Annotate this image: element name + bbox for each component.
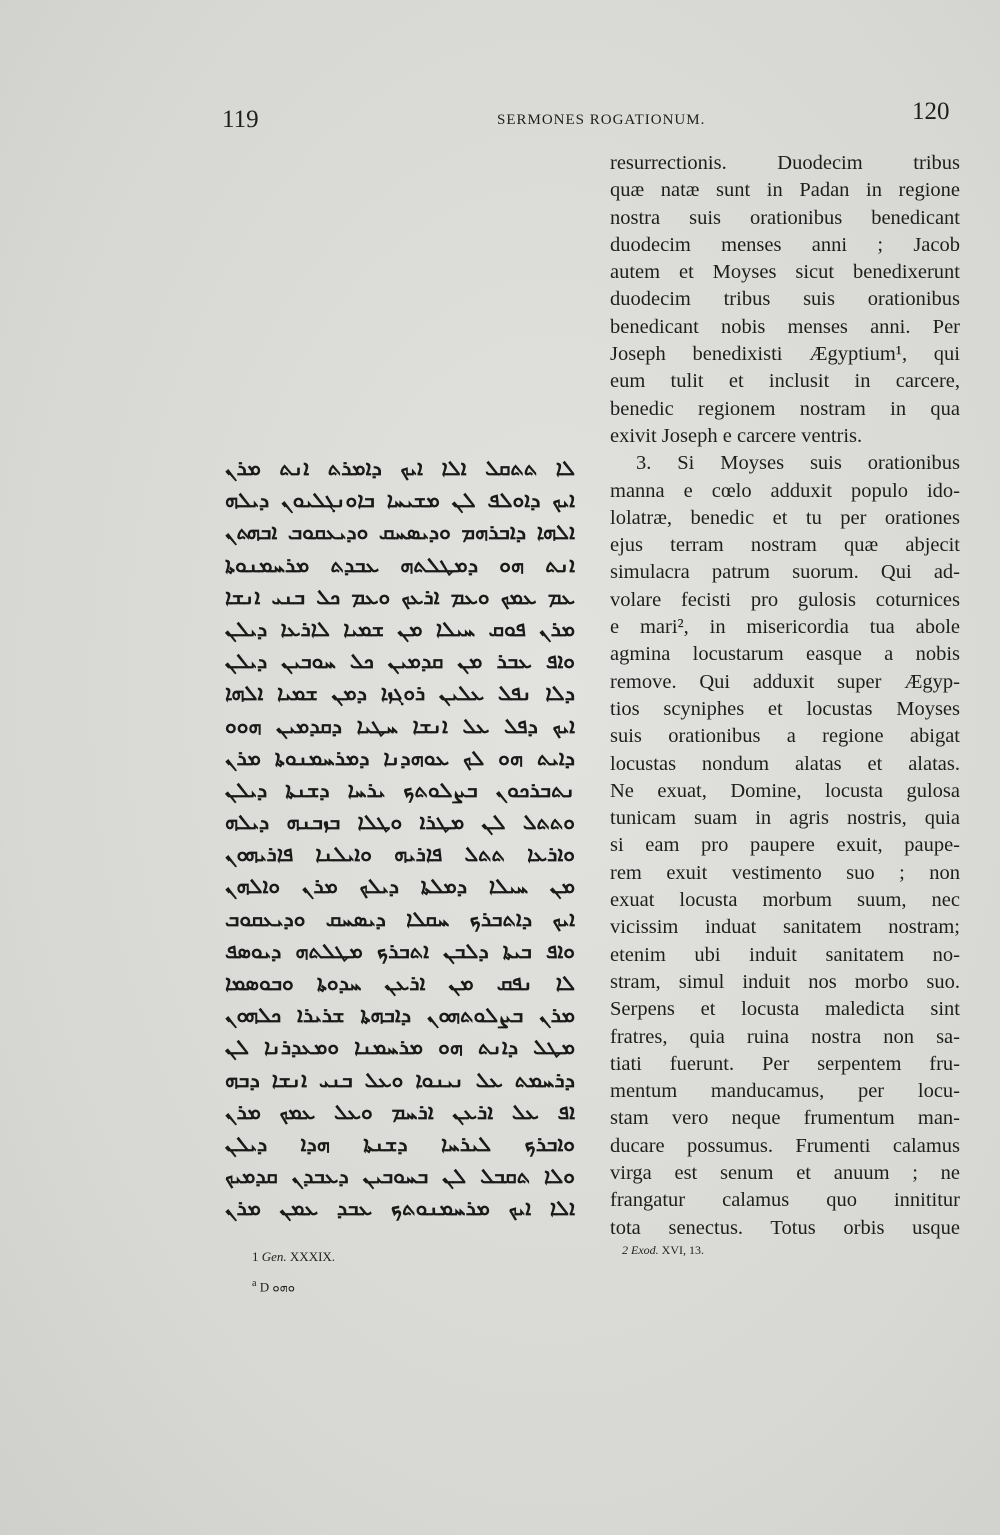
latin-text-column — [610, 150, 960, 1242]
footnotes-left — [252, 1243, 335, 1300]
latin-line: suis orationibus a regione abigat — [610, 725, 960, 748]
latin-line: exivit Joseph e carcere ventris. — [610, 424, 863, 447]
latin-line: e mari², in misericordia tua abole — [610, 616, 960, 639]
footnote-2-number: 2 — [622, 1243, 628, 1257]
footnote-a-text: D ܘܗܘ — [259, 1279, 295, 1295]
latin-line: etenim ubi induit sanitatem no- — [610, 943, 960, 966]
latin-line: ejus terram nostram quæ abjecit — [610, 534, 960, 557]
syriac-line: ܡܪܢ ܒܨܠܘܬܗܘܢ ܕܐܒܗܬܐ ܫܪܝܪܐ ܟܠܗܘܢ — [225, 1003, 575, 1028]
latin-line: Serpens et locusta maledicta sint — [610, 998, 960, 1021]
syriac-line: ܠܐ ܢܦܩ ܡܢ ܐܪܥܢ ܚܕܘܬܐ ܘܒܘܣܡܐ — [225, 971, 575, 995]
latin-line: fratres, quia ruina nostra non sa- — [610, 1025, 960, 1048]
latin-line: eum tulit et inclusit in carcere, — [610, 370, 960, 393]
latin-line: nostra suis orationibus benedicant — [610, 206, 960, 229]
syriac-line: ܘܬܬܠ ܠܢ ܡܛܪܐ ܘܛܠܐ ܒܙܒܢܗ ܕܝܠܗ — [225, 810, 575, 835]
syriac-line: ܘܐܦ ܒܝܬܐ ܕܠܒܢ ܐܬܒܪܟ ܡܛܠܬܗ ܕܝܘܣܦ — [225, 938, 575, 963]
latin-line: tiati fuerunt. Per serpentem fru- — [610, 1052, 960, 1075]
footnote-2-ref: Exod. — [631, 1243, 659, 1257]
syriac-line: ܐܦ ܥܠ ܐܪܥܢ ܐܪܚܡ ܘܥܠ ܥܡܟ ܡܪܢ — [225, 1099, 575, 1124]
latin-line: si eam pro paupere exuit, paupe- — [610, 834, 960, 857]
syriac-line: ܡܛܠ ܕܐܢܬ ܗܘ ܡܪܚܡܢܐ ܘܡܥܕܪܢܐ ܠܢ — [225, 1035, 575, 1060]
latin-line: stram, simul induit nos morbo suo. — [610, 970, 960, 993]
latin-line: rem exuit vestimento suo ; non — [610, 861, 960, 884]
syriac-line: ܘܠܐ ܬܩܒܠ ܠܢ ܒܚܘܒܝܢ ܕܥܒܕܢ ܩܕܡܝܟ — [225, 1164, 575, 1189]
latin-line: exuat locusta morbum suum, nec — [610, 889, 960, 912]
latin-line: 3. Si Moyses suis orationibus — [636, 452, 960, 475]
syriac-line: ܥܡ ܥܡܟ ܘܥܡ ܐܪܥܟ ܘܥܡ ܟܠ ܒܢܝ ܐܢܫܐ — [225, 584, 575, 609]
latin-line: Joseph benedixisti Ægyptium¹, qui — [610, 343, 960, 366]
latin-line: duodecim menses anni ; Jacob — [610, 233, 960, 256]
syriac-line: ܢܬܒܪܟܘܢ ܒܨܠܘܬܟ ܝܪܚܐ ܕܫܢܬܐ ܕܝܠܢ — [225, 777, 575, 802]
latin-line: duodecim tribus suis orationibus — [610, 288, 960, 311]
latin-line: benedic regionem nostram in qua — [610, 397, 960, 420]
latin-line: tota senectus. Totus orbis usque — [610, 1216, 960, 1239]
syriac-line: ܐܠܗܐ ܕܐܒܪܗܡ ܘܕܝܣܚܩ ܘܕܝܥܩܘܒ ܐܒܗܬܢ — [225, 520, 575, 545]
latin-line: ducare possumus. Frumenti calamus — [610, 1134, 960, 1157]
latin-line: locustas nondum alatas et alatas. — [610, 752, 960, 775]
syriac-line: ܐܝܟ ܕܦܠ ܥܠ ܐܢܫܐ ܚܛܝܐ ܕܩܕܡܝܢ ܗܘܘ — [225, 713, 575, 738]
page-header — [0, 98, 1000, 138]
syriac-line: ܘܐܒܪܟ ܠܝܪܚܐ ܕܫܢܬܐ ܗܕܐ ܕܝܠܢ — [225, 1131, 575, 1156]
syriac-line: ܐܝܟ ܕܐܬܒܪܟ ܚܩܠܐ ܕܝܣܚܩ ܘܕܝܥܩܘܒ — [225, 906, 575, 931]
latin-line: simulacra patrum suorum. Qui ad- — [610, 561, 960, 584]
running-title: SERMONES ROGATIONUM. — [497, 112, 706, 128]
syriac-line: ܘܐܪܥܐ ܬܬܠ ܦܐܪܝܗ ܘܐܝܠܢܐ ܦܐܪܝܗܘܢ — [225, 842, 575, 867]
footnote-2 — [622, 1243, 704, 1258]
latin-line: manna e cœlo adduxit populo ido- — [610, 479, 960, 502]
footnote-1-number: 1 — [252, 1249, 259, 1264]
latin-line: remove. Qui adduxit super Ægyp- — [610, 670, 960, 693]
footnote-1-text: XXXIX. — [289, 1249, 336, 1264]
latin-line: stam vero neque frumentum man- — [610, 1107, 960, 1130]
latin-line: volare fecisti pro gulosis coturnices — [610, 588, 960, 611]
latin-line: autem et Moyses sicut benedixerunt — [610, 261, 960, 284]
latin-line: mentum manducamus, per locu- — [610, 1080, 960, 1103]
right-page-number: 120 — [912, 98, 950, 125]
latin-line: resurrectionis. Duodecim tribus — [610, 152, 960, 174]
syriac-line: ܡܢ ܚܝܠܐ ܕܡܠܬܐ ܕܝܠܟ ܡܪܢ ܘܐܠܗܢ — [225, 874, 575, 899]
latin-line: benedicant nobis menses anni. Per — [610, 315, 960, 338]
footnote-a — [252, 1270, 335, 1300]
footnote-1 — [252, 1243, 335, 1270]
footnote-2-text: XVI, 13. — [661, 1243, 704, 1257]
latin-line: frangatur calamus quo innititur — [610, 1189, 960, 1212]
latin-line: quæ natæ sunt in Padan in regione — [610, 179, 960, 202]
syriac-line: ܐܝܟ ܕܐܘܠܦ ܠܢ ܡܫܝܚܐ ܒܐܘܢܓܠܝܘܢ ܕܝܠܗ — [225, 488, 575, 513]
syriac-line: ܐܠܐ ܐܝܟ ܡܪܚܡܢܘܬܟ ܥܒܕ ܥܡܢ ܡܪܢ — [225, 1196, 575, 1221]
left-page-number: 119 — [222, 106, 259, 133]
footnote-a-mark: a — [252, 1278, 257, 1289]
syriac-line: ܘܐܦ ܥܒܪ ܡܢ ܩܕܡܝܢ ܟܠ ܚܘܒܝܢ ܕܝܠܢ — [225, 649, 575, 674]
syriac-line: ܐܢܬ ܗܘ ܕܡܛܠܬܗ ܥܒܕܬ ܡܪܚܡܢܘܬܐ — [225, 552, 575, 577]
syriac-line: ܕܪܚܡܬ ܥܠ ܢܝܢܘܐ ܘܥܠ ܒܢܝ ܐܢܫܐ ܕܒܗ — [225, 1067, 575, 1092]
latin-line: lolatræ, benedic et tu per orationes — [610, 506, 960, 529]
latin-line: agmina locustarum easque a nobis — [610, 643, 960, 666]
latin-line: Ne exuat, Domine, locusta gulosa — [610, 779, 960, 802]
syriac-line: ܕܠܐ ܢܦܠ ܥܠܝܢ ܪܘܓܙܐ ܕܡܢ ܫܡܝܐ ܐܠܗܐ — [225, 681, 575, 706]
syriac-line: ܕܐܝܬ ܗܘ ܠܟ ܥܘܗܕܢܐ ܕܡܪܚܡܢܘܬܐ ܡܪܢ — [225, 745, 575, 770]
footnote-1-ref: Gen. — [261, 1249, 287, 1264]
latin-line: tios scyniphes et locustas Moyses — [610, 697, 960, 720]
latin-line: vicissim induat sanitatem nostram; — [610, 916, 960, 939]
latin-line: tunicam suam in agris nostris, quia — [610, 807, 960, 830]
syriac-text-column — [225, 452, 575, 1225]
syriac-line: ܠܐ ܬܬܩܠ ܐܠܐ ܐܝܟ ܕܐܡܪܬ ܐܢܬ ܡܪܢ — [225, 456, 575, 480]
syriac-line: ܡܪܢ ܦܘܩ ܚܝܠܐ ܡܢ ܫܡܝܐ ܠܐܪܥܐ ܕܝܠܢ — [225, 616, 575, 641]
latin-line: virga est senum et anuum ; ne — [610, 1161, 960, 1184]
